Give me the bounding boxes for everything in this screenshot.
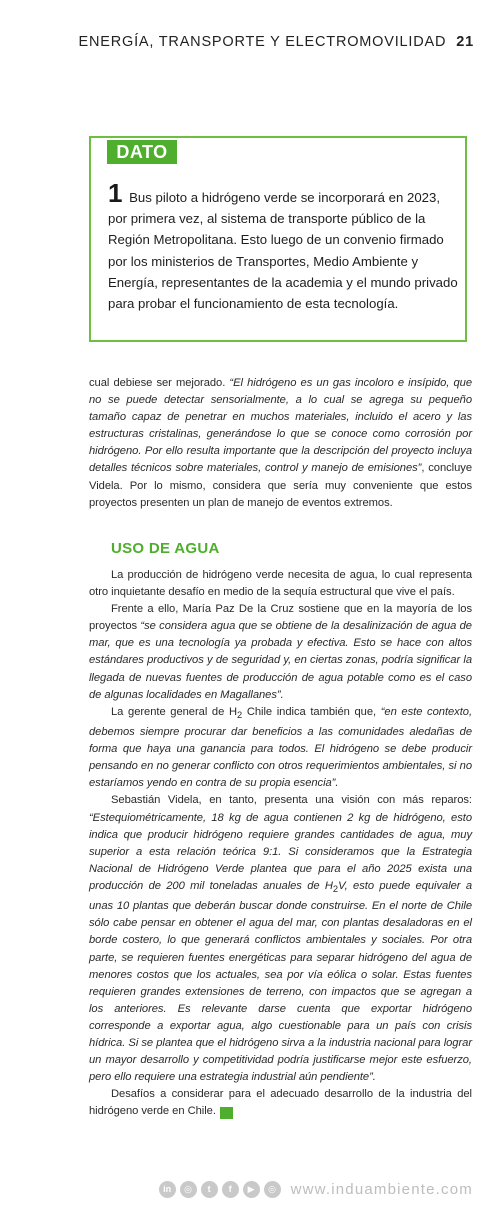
- text-run: Desafíos a considerar para el adecuado desarrollo de la industria del hidrógeno verde en Chile.: [89, 1088, 472, 1118]
- text-run: Sebastián Videla, en tanto, presenta una visión con más reparos:: [111, 794, 472, 807]
- dato-box: [89, 136, 467, 342]
- website-link[interactable]: www.induambiente.com: [290, 1181, 473, 1198]
- text-run: , concluye Videla. Por lo mismo, considera que sería muy conveniente que estos proyectos presenten un plan de manejo de eventos extremos.: [89, 462, 472, 509]
- page-header: [0, 34, 474, 50]
- linkedin-icon[interactable]: in: [159, 1181, 176, 1198]
- section-title: USO DE AGUA: [111, 540, 220, 557]
- quote: “en este contexto, debemos siempre procurar dar beneficios a las comunidades aledañas de forma que haya una ganancia para todos. El hidrógeno se debe producir pensando en no generar conflicto con otros requerimientos ambientales, si no estaríamos yendo en contra de su propia esencia”.: [89, 705, 473, 790]
- youtube-icon[interactable]: ▶: [243, 1181, 260, 1198]
- facebook-icon[interactable]: f: [222, 1181, 239, 1198]
- header-title: ENERGÍA, TRANSPORTE Y ELECTROMOVILIDAD: [78, 34, 447, 50]
- dato-text-block: [108, 178, 460, 314]
- dato-text: Bus piloto a hidrógeno verde se incorporará en 2023, por primera vez, al sistema de transporte público de la Región Metropolitana. Esto luego de un convenio firmado por los ministerios de Transportes, Medio Ambiente y Energía, representantes de la academia y el mundo privado para probar el funcionamiento de esta tecnología.: [108, 190, 458, 312]
- dato-label: DATO: [107, 140, 177, 164]
- end-mark-icon: IA: [220, 1107, 233, 1119]
- quote: “se considera agua que se obtiene de la desalinización de agua de mar, que es una tecnología ya probada y efectiva. Esto se hace con altos estándares productivos y de seguridad y, en ciertas zonas, podría significar la llegada de nuevas fuentes de producción de agua potable como es el caso de algunas localidades en Magallanes”.: [89, 620, 472, 701]
- page-footer: [159, 1181, 473, 1198]
- quote: “El hidrógeno es un gas incoloro e insípido, que no se puede detectar sensorialmente, a lo cual se agrega su pequeño tamaño capaz de penetrar en muchos materiales, incluido el acero y las estructuras cristalinas, generándose lo que se conoce como corrosión por hidrógeno. Por ello resulta importante que la descripción del proyecto incluya detalles técnicos sobre materiales, control y manejo de emisiones”: [89, 377, 473, 475]
- subscript: 2: [332, 884, 339, 895]
- text-run: cual debiese ser mejorado.: [89, 377, 230, 389]
- web-icon[interactable]: ◎: [264, 1181, 281, 1198]
- page-number: 21: [456, 34, 474, 50]
- social-icons: [159, 1181, 281, 1198]
- section-uso-de-agua: [89, 567, 472, 1120]
- text-run: Chile indica también que,: [242, 705, 381, 718]
- paragraph: [89, 792, 472, 1086]
- section-continued: [89, 375, 472, 512]
- twitter-icon[interactable]: t: [201, 1181, 218, 1198]
- paragraph: [89, 704, 472, 793]
- subscript: 2: [237, 709, 243, 720]
- paragraph: La producción de hidrógeno verde necesita de agua, lo cual representa otro inquietante desafío en medio de la sequía estructural que vive el país.: [89, 569, 472, 599]
- quote: “Estequiométricamente, 18 kg de agua contienen 2 kg de hidrógeno, esto indica que producir hidrógeno requiere grandes cantidades de agua, muy superior a esta relación teórica 9:1. Si consideramos que la Estrategia Nacional de Hidrógeno Verde plantea que para el año 2025 exista una producción de 200 mil toneladas anuales de H: [89, 811, 472, 892]
- paragraph: [89, 1086, 472, 1120]
- instagram-icon[interactable]: ◎: [180, 1181, 197, 1198]
- text-run: La gerente general de H: [111, 705, 237, 718]
- dato-number: 1: [108, 178, 123, 208]
- paragraph: [89, 375, 472, 512]
- paragraph: [89, 601, 472, 704]
- quote: V, esto puede equivaler a unas 10 plantas que deberán buscar donde construirse. En el norte de Chile sólo cabe pensar en obtener el agua del mar, con plantas desaladoras en el borde costero, lo que generará conflictos ambientales y sociales. Por otra parte, se requieren fuentes energéticas para separar hidrógeno del agua de menores costos que los actuales, sea por vía eólica o solar. Estas fuentes requieren grandes extensiones de terreno, con impactos que se agregan a los anteriores. Es relevante darse cuenta que exportar hidrógeno corresponde a exportar agua, algo cuestionable para un país con crisis hídrica. Si se plantea que el hidrógeno sirva a la industria nacional para lograr un mayor desarrollo y competitividad podría justificarse mejor este esfuerzo, pero ello requiere una estrategia industrial aún pendiente”.: [89, 879, 472, 1084]
- text-run: Frente a ello, María Paz De la Cruz sostiene que en la mayoría de los proyectos: [89, 603, 472, 633]
